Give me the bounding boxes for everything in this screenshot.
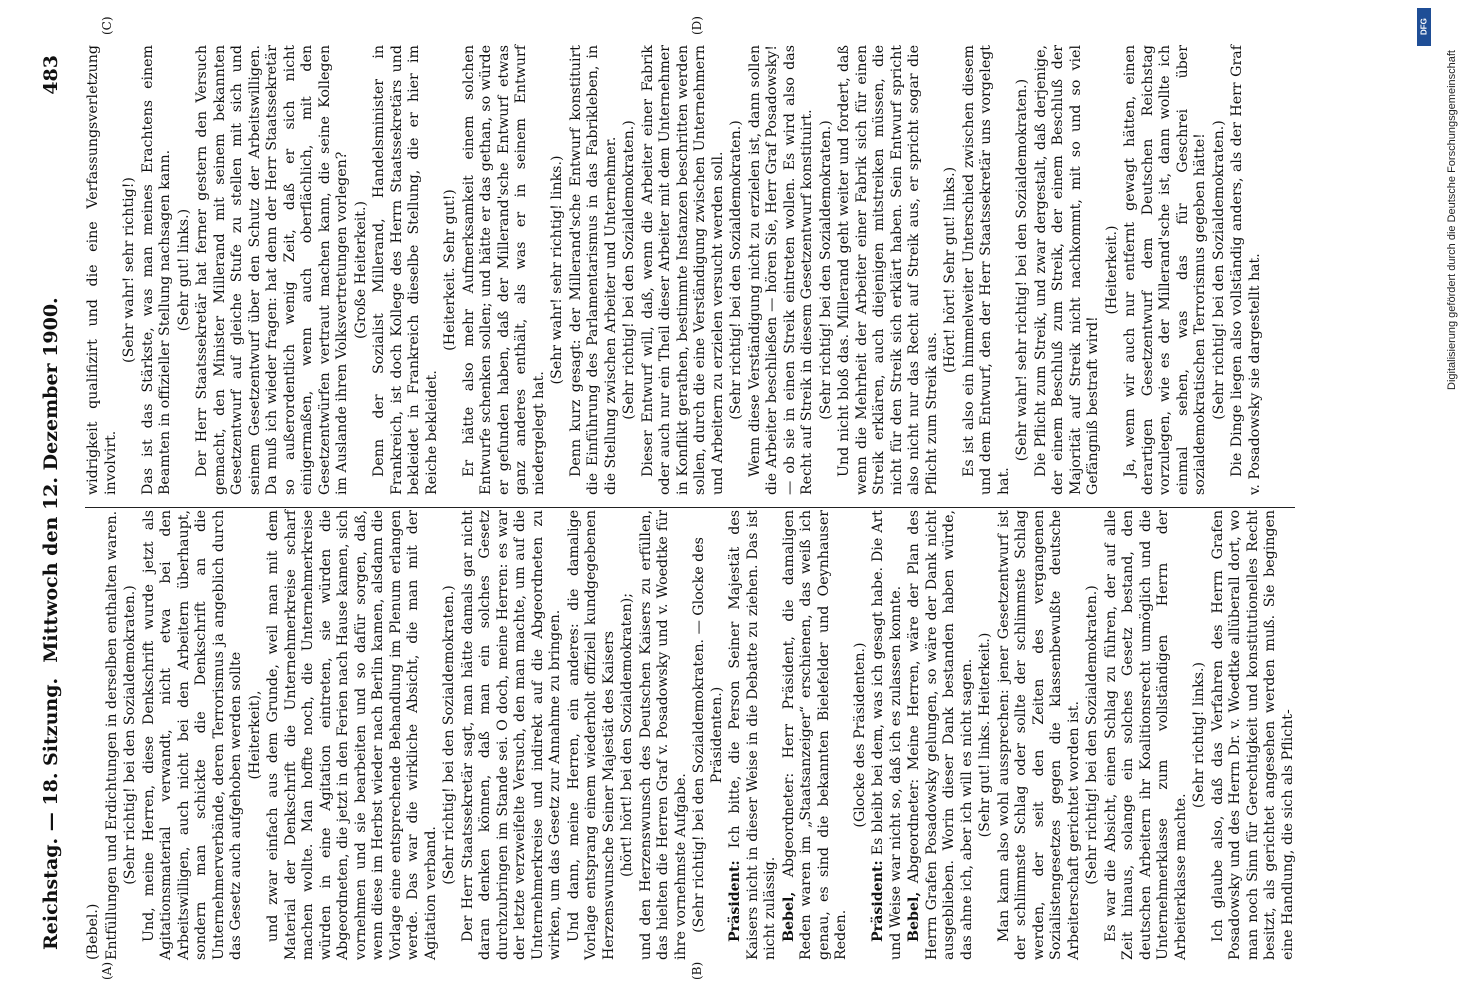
text-line: Entfüllungen und Erdichtungen in derselben enthalten waren. — [103, 510, 120, 960]
speaker-paragraph — [727, 510, 780, 960]
paragraph: Der Herr Staatssekretär hat ferner gestern den Versuch gemacht, den Minister Millerand mit seinem bekannten Gesetzentwurf auf gleiche Stufe zu stellen mit sich und seinem Gesetzentwurf über den Schutz der Arbeitswilligen. Da muß ich wieder fragen: hat denn der Herr Staatssekretär so außerordentlich wenig Zeit, daß er sich nicht einigermaßen, wenn auch oberflächlich, mit den Gesetzentwürfen vertraut machen kann, die seine Kollegen im Auslande ihren Volksvertretungen vorlegen? — [194, 45, 350, 495]
interjection: (Sehr richtig! links.) — [1191, 661, 1207, 809]
margin-mark-b: (B) — [690, 961, 704, 980]
left-text-column — [85, 510, 1298, 960]
paragraph: Denn der Sozialist Millerand, Handelsminister in Frankreich, ist doch Kollege des Herrn Staatssekretärs und bekleidet in Frankreich dieselbe Stellung, die er hier im Reiche bekleidet. — [371, 45, 440, 495]
speaker-text: Abgeordneter: Herr Präsident, die damaligen Reden waren im „Staatsanzeiger“ erschienen, das weiß ich genau, es sind die bekannten Bielefelder und Oeynhauser Reden. — [780, 510, 849, 960]
paragraph: Wenn diese Verständigung nicht zu erzielen ist, dann sollen die Arbeiter beschließen — hören Sie, Herr Graf Posadowsky! — ob sie in einen Streik eintreten wollen. Es wird also das Recht auf Streik in diesem Gesetzentwurf konstituirt. — [746, 45, 815, 495]
interjection: (Sehr richtig! bei den Sozialdemokraten.) — [122, 585, 138, 885]
paragraph: Man kann also wohl aussprechen: jener Gesetzentwurf ist der schlimmste Schlag oder sollte der schlimmste Schlag werden, der seit den Zeiten des vergangenen Sozialistengesetzes gegen die klassenbewußte deutsche Arbeiterschaft gerichtet worden ist. — [995, 510, 1082, 960]
paragraph: Ich glaube also, daß das Verfahren des Herrn Grafen Posadowsky und des Herrn Dr. v. Woedtke allüberall dort, wo man noch Sinn für Gerechtigkeit und konstitutionelles Recht besitzt, als gerichtet angesehen werden muß. Sie begingen eine Handlung, die sich als Pflicht- — [1209, 510, 1296, 960]
interjection: (Heiterkeit. Sehr gut!) — [442, 189, 458, 351]
interjection: (Sehr wahr! sehr richtig! bei den Sozialdemokraten.) — [1014, 78, 1030, 462]
header-date: Mittwoch den 12. Dezember 1900. — [40, 297, 62, 663]
speaker-text: Es bleibt bei dem, was ich gesagt habe. Die Art und Weise war nicht so, daß ich es zulassen konnte. — [870, 510, 904, 960]
text-line: Das ist das Stärkste, was man meines Erachtens einem Beamten in offizieller Stellung nachsagen kann. — [139, 45, 173, 495]
speaker-text: Ich bitte, die Person Seiner Majestät des Kaisers nicht in dieser Weise in die Debatte zu ziehen. Das ist nicht zulässig. — [727, 509, 778, 960]
digitization-note: Digitalisierung gefördert durch die Deutsche Forschungsgemeinschaft — [1446, 50, 1458, 390]
speaker-name: Präsident: — [870, 860, 886, 942]
interjection: (Sehr richtig! bei den Sozialdemokraten. — Glocke des Präsidenten.) — [691, 537, 725, 933]
paragraph: Und dann, meine Herren, ein anderes: die damalige Vorlage entsprang einem wiederholt offiziell kundgegebenen Herzenswunsche Seiner Majestät des Kaisers — [565, 510, 617, 960]
header-session: Reichstag. — 18. Sitzung. — [40, 677, 62, 950]
speaker-name: Bebel, — [906, 891, 922, 942]
text-line: (Bebel.) — [85, 903, 101, 960]
interjection: (Sehr richtig! bei den Sozialdemokraten.) — [817, 120, 834, 420]
paragraph: Denn kurz gesagt: der Millerand'sche Entwurf konstituirt die Einführung des Parlamentarismus in das Fabrikleben, in die Stellung zwischen Arbeiter und Unternehmer. — [567, 45, 619, 495]
interjection: (Sehr richtig! bei den Sozialdemokraten.) — [1210, 120, 1227, 420]
interjection: (Sehr wahr! sehr richtig!) — [121, 177, 137, 363]
paragraph: Die Dinge liegen also vollständig anders, als der Herr Graf v. Posadowsky sie dargestellt hat. — [1229, 45, 1263, 495]
paragraph: Dieser Entwurf will, daß, wenn die Arbeiter einer Fabrik oder auch nur ein Theil dieser Arbeiter mit dem Unternehmer in Konflikt gerathen, bestimmte Instanzen beschritten werden sollen, durch die eine Verständigung zwischen Unternehmern und Arbeitern zu erzielen versucht werden soll. — [639, 45, 726, 495]
dfg-logo: DFG — [1417, 8, 1431, 46]
text-line: und den Herzenswunsch des Deutschen Kaisers zu erfüllen, das hielten die Herren Graf v. Posadowsky und v. Woedtke für ihre vornehmste Aufgabe. — [637, 510, 689, 960]
speaker-name: Bebel, — [780, 891, 797, 942]
text-line: widrigkeit qualifizirt und die eine Verfassungsverletzung involvirt. — [85, 45, 119, 495]
digitization-strip — [1392, 20, 1458, 980]
page-number: 483 — [40, 55, 62, 95]
interjection: (Sehr richtig! bei den Sozialdemokraten.) — [441, 585, 457, 885]
right-text-column — [85, 45, 1265, 495]
speaker-paragraph — [906, 510, 976, 960]
speaker-text: Abgeordneter: Meine Herren, wäre der Plan des Herrn Grafen Posadowsky gelungen, so wäre der Dank nicht ausgeblieben. Worin dieser Dank bestanden haben würde, das ahne ich, aber ich will es nicht sagen. — [906, 509, 975, 960]
paragraph: Der Herr Staatssekretär sagt, man hätte damals gar nicht daran denken können, daß man ein solches Gesetz durchzubringen im Stande sei. O doch, meine Herren: es war der letzte verzweifelte Versuch, den man machte, um auf die Unternehmerkreise und indirekt auf die Abgeordneten zu wirken, um das Gesetz zur Annahme zu bringen. — [459, 510, 563, 960]
interjection: (Sehr gut! links. Heiterkeit.) — [977, 632, 993, 838]
margin-mark-c: (C) — [100, 16, 114, 35]
paragraph: Und, meine Herren, diese Denkschrift wurde jetzt als Agitationsmaterial verwandt, nicht etwa bei den Arbeitswilligen, auch nicht bei den Arbeitern überhaupt, sondern man schickte die Denkschrift an die Unternehmerverbände, deren Terrorismus ja angeblich durch das Gesetz auch aufgehoben werden sollte — [140, 510, 244, 960]
margin-mark-a: (A) — [100, 961, 114, 980]
paragraph: Er hätte also mehr Aufmerksamkeit einem solchen Entwurfe schenken sollen; und hätte er das gethan, so würde er gefunden haben, daß der Millerand'sche Entwurf etwas ganz anderes enthält, als was er in seinem Entwurf niedergelegt hat. — [460, 45, 547, 495]
speaker-paragraph — [870, 510, 905, 960]
interjection: (Sehr gut! links.) — [175, 208, 192, 332]
paragraph: Es war die Absicht, einen Schlag zu führen, der auf alle Zeit hinaus, solange ein solches Gesetz bestand, den deutschen Arbeitern ihr Koalitionsrecht unmöglich und die Unternehmerklasse zum vollständigen Herrn der Arbeiterklasse machte. — [1102, 510, 1189, 960]
interjection: (Glocke des Präsidenten.) — [851, 642, 868, 828]
interjection: (Sehr richtig! bei den Sozialdemokraten.) — [728, 120, 744, 420]
paragraph: Und nicht bloß das. Millerand geht weiter und fordert, daß wenn die Mehrheit der Arbeiter einer Fabrik sich für einen Streik erklären, auch diejenigen mitstreiken müssen, die nicht für den Streik sich erklärt haben. Sein Entwurf spricht also nicht nur das Recht auf Streik aus, er spricht sogar die Pflicht zum Streik aus. — [836, 45, 940, 495]
paragraph: Ja, wenn wir auch nur entfernt gewagt hätten, einen derartigen Gesetzentwurf dem Deutschen Reichstag vorzulegen, wie es der Millerand'sche ist, dann wollte ich einmal sehen, was das für Geschrei über sozialdemokratischen Terrorismus gegeben hätte! — [1122, 45, 1208, 495]
speaker-name: Präsident: — [727, 860, 743, 942]
interjection: (Hört! hört! Sehr gut! links.) — [942, 166, 958, 374]
interjection: (Heiterkeit), — [246, 690, 263, 780]
paragraph: Die Pflicht zum Streik, und zwar dergestalt, daß derjenige, der einem Beschluß zum Streik, der einem Beschluß der Majorität auf Streik nicht nachkommt, mit so und so viel Gefängniß bestraft wird! — [1032, 45, 1101, 495]
interjection: (Große Heiterkeit.) — [352, 200, 369, 340]
interjection: (Sehr wahr! sehr richtig! links.) — [549, 155, 565, 385]
interjection: (hört! hört! bei den Sozialdemokraten); — [619, 592, 635, 878]
page-header — [40, 0, 80, 1000]
speaker-paragraph — [781, 510, 851, 960]
interjection: (Sehr richtig! bei den Sozialdemokraten.) — [621, 120, 637, 420]
paragraph: Es ist also ein himmelweiter Unterschied zwischen diesem und dem Entwurf, den der Herr Staatssekretär uns vorgelegt hat. — [960, 45, 1012, 495]
margin-mark-d: (D) — [690, 16, 704, 35]
interjection: (Heiterkeit.) — [1103, 225, 1120, 315]
paragraph: und zwar einfach aus dem Grunde, weil man mit dem Material der Denkschrift die Unternehmerkreise scharf machen wollte. Man hoffte noch, die Unternehmerkreise würden in eine Agitation eintreten, sie würden die Abgeordneten, die jetzt in den Ferien nach Hause kamen, sich vornehmen und sie bearbeiten und so dafür sorgen, daß, wenn diese im Herbst wieder nach Berlin kamen, alsdann die Vorlage eine entsprechende Behandlung im Plenum erlangen werde. Das war die wirkliche Absicht, die man mit der Agitation verband. — [265, 510, 439, 960]
column-divider — [85, 507, 1295, 508]
interjection: (Sehr richtig! bei den Sozialdemokraten.) — [1084, 585, 1100, 885]
